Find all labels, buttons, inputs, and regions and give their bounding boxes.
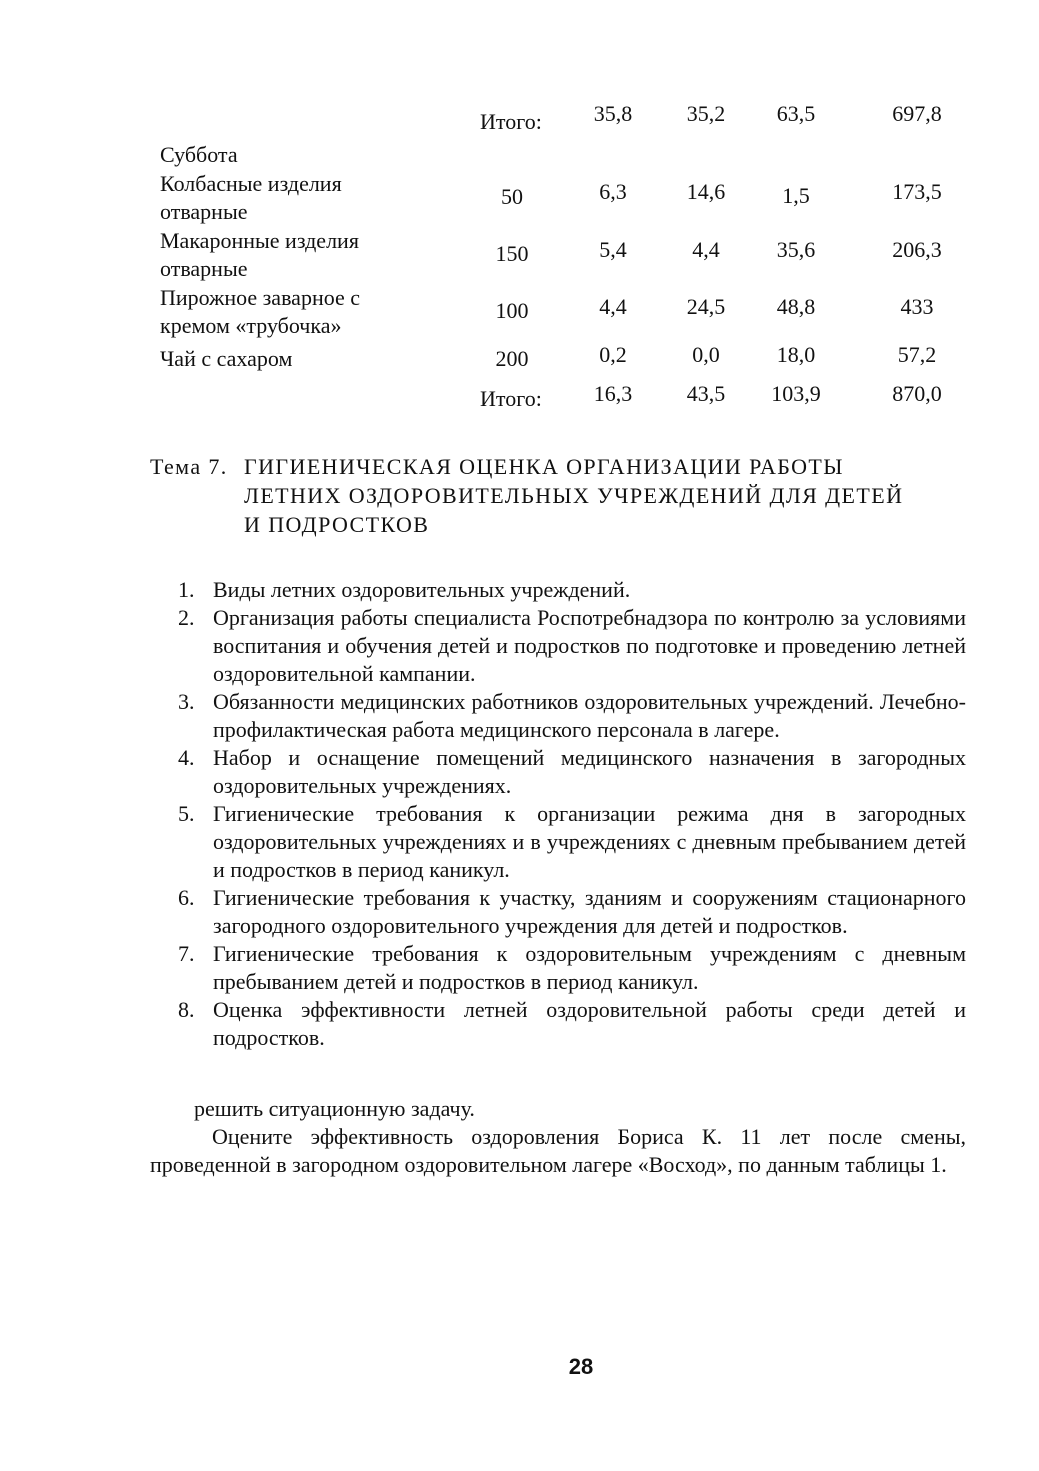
- dish-name-line1: Макаронные изделия: [160, 228, 359, 253]
- fat-value: 14,6: [686, 179, 726, 204]
- dish-name-line1: Чай с сахаром: [160, 346, 293, 371]
- list-item: [178, 800, 966, 884]
- carbs-value: 63,5: [776, 101, 816, 126]
- list-item-text: Гигиенические требования к оздоровительным учреждениям с дневным пребыванием детей и подростков в период каникул.: [213, 941, 966, 994]
- list-item-text: Обязанности медицинских работников оздоровительных учреждений. Лечебно-профилактическая работа медицинского персонала в лагере.: [213, 689, 966, 742]
- kcal-value: 57,2: [897, 342, 937, 367]
- questions-list: [178, 576, 966, 1052]
- list-item: [178, 604, 966, 688]
- carbs-value: 103,9: [771, 381, 821, 406]
- list-item-text: Гигиенические требования к организации режима дня в загородных оздоровительных учреждениях и в учреждениях с дневным пребыванием детей и подростков в период каникул.: [213, 801, 966, 882]
- day-label: Суббота: [160, 142, 238, 167]
- list-item: [178, 744, 966, 800]
- nutrition-table: [0, 0, 1039, 420]
- weight-value: 100: [495, 298, 529, 323]
- list-item-number: 1.: [178, 577, 195, 602]
- dish-name-line1: Колбасные изделия: [160, 171, 342, 196]
- page-number: 28: [568, 1354, 594, 1379]
- totals-label: Итого:: [480, 109, 542, 134]
- fat-value: 43,5: [686, 381, 726, 406]
- protein-value: 6,3: [599, 179, 627, 204]
- kcal-value: 433: [900, 294, 934, 319]
- list-item-text: Виды летних оздоровительных учреждений.: [213, 577, 631, 602]
- totals-label: Итого:: [480, 386, 542, 411]
- protein-value: 0,2: [599, 342, 627, 367]
- kcal-value: 173,5: [892, 179, 942, 204]
- topic-title-line: И ПОДРОСТКОВ: [244, 512, 430, 537]
- list-item-number: 7.: [178, 941, 195, 966]
- fat-value: 24,5: [686, 294, 726, 319]
- dish-name-line2: отварные: [160, 199, 248, 224]
- kcal-value: 870,0: [892, 381, 942, 406]
- list-item-number: 3.: [178, 689, 195, 714]
- list-item-text: Оценка эффективности летней оздоровительной работы среди детей и подростков.: [213, 997, 966, 1050]
- list-item-number: 6.: [178, 885, 195, 910]
- list-item: [178, 940, 966, 996]
- fat-value: 35,2: [686, 101, 726, 126]
- task-text: Оцените эффективность оздоровления Бориса К. 11 лет после смены, проведенной в загородном оздоровительном лагере «Восход», по данным таблицы 1.: [150, 1124, 966, 1177]
- list-item-text: Организация работы специалиста Роспотребнадзора по контролю за условиями воспитания и обучения детей и подростков по подготовке и проведению летней оздоровительной кампании.: [213, 605, 966, 686]
- list-item-number: 5.: [178, 801, 195, 826]
- weight-value: 50: [501, 184, 523, 209]
- list-item-number: 2.: [178, 605, 195, 630]
- list-item-text: Гигиенические требования к участку, зданиям и сооружениям стационарного загородного оздоровительного учреждения для детей и подростков.: [213, 885, 966, 938]
- list-item-text: Набор и оснащение помещений медицинского назначения в загородных оздоровительных учреждениях.: [213, 745, 966, 798]
- task-intro: решить ситуационную задачу.: [194, 1096, 475, 1121]
- list-item: [178, 576, 966, 604]
- carbs-value: 35,6: [776, 237, 816, 262]
- protein-value: 35,8: [593, 101, 633, 126]
- weight-value: 150: [495, 241, 529, 266]
- list-item: [178, 996, 966, 1052]
- dish-name-line2: отварные: [160, 256, 248, 281]
- carbs-value: 18,0: [776, 342, 816, 367]
- dish-name-line2: кремом «трубочка»: [160, 313, 342, 338]
- fat-value: 0,0: [692, 342, 720, 367]
- protein-value: 5,4: [599, 237, 627, 262]
- topic-title-line: ЛЕТНИХ ОЗДОРОВИТЕЛЬНЫХ УЧРЕЖДЕНИЙ ДЛЯ ДЕТЕЙ: [244, 483, 904, 508]
- list-item: [178, 884, 966, 940]
- carbs-value: 1,5: [782, 183, 810, 208]
- carbs-value: 48,8: [776, 294, 816, 319]
- fat-value: 4,4: [692, 237, 720, 262]
- topic-title: [244, 452, 974, 539]
- dish-name-line1: Пирожное заварное с: [160, 285, 361, 310]
- kcal-value: 206,3: [892, 237, 942, 262]
- kcal-value: 697,8: [892, 101, 942, 126]
- topic-title-line: ГИГИЕНИЧЕСКАЯ ОЦЕНКА ОРГАНИЗАЦИИ РАБОТЫ: [244, 454, 844, 479]
- topic-number: Тема 7.: [150, 454, 228, 479]
- weight-value: 200: [495, 346, 529, 371]
- list-item: [178, 688, 966, 744]
- list-item-number: 8.: [178, 997, 195, 1022]
- list-item-number: 4.: [178, 745, 195, 770]
- protein-value: 4,4: [599, 294, 627, 319]
- protein-value: 16,3: [593, 381, 633, 406]
